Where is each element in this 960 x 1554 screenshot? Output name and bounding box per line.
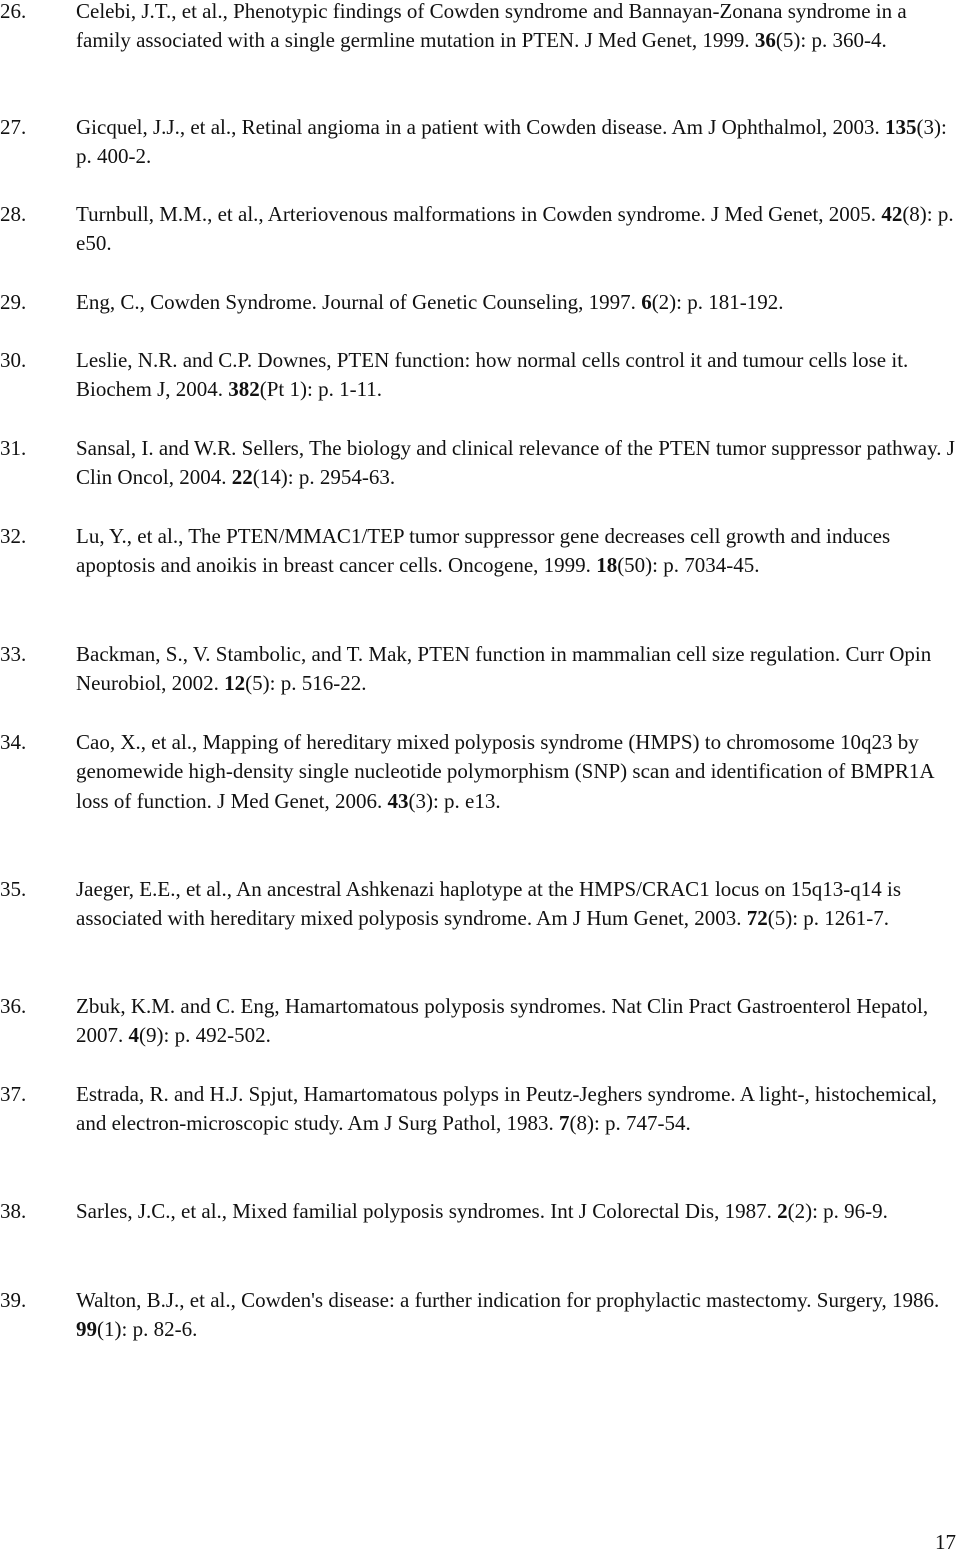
reference-pages: (3): p. e13.	[408, 788, 501, 813]
reference-volume: 72	[746, 906, 768, 931]
reference-citation: Sarles, J.C., et al., Mixed familial polyposis syndromes. Int J Colorectal Dis, 1987.	[76, 1199, 778, 1223]
reference-number: 36.	[0, 994, 27, 1018]
reference-volume: 18	[596, 553, 618, 578]
reference-text	[76, 1080, 956, 1139]
reference-volume: 7	[558, 1111, 570, 1136]
reference-pages: (1): p. 82-6.	[97, 1317, 198, 1342]
reference-number: 37.	[0, 1082, 27, 1106]
reference-text	[76, 113, 956, 172]
reference-citation: Sansal, I. and W.R. Sellers, The biology and clinical relevance of the PTEN tumor suppressor pathway. J Clin Oncol, 2004.	[76, 436, 955, 490]
reference-number: 35.	[0, 877, 27, 901]
reference-number: 32.	[0, 524, 27, 548]
reference-pages: (3): p. 400-2.	[76, 115, 947, 169]
reference-text	[76, 200, 956, 259]
reference-text	[76, 346, 956, 405]
reference-citation: Leslie, N.R. and C.P. Downes, PTEN function: how normal cells control it and tumour cells lose it. Biochem J, 2004.	[76, 348, 909, 402]
reference-citation: Backman, S., V. Stambolic, and T. Mak, PTEN function in mammalian cell size regulation. Curr Opin Neurobiol, 2002.	[76, 642, 932, 696]
reference-pages: (5): p. 1261-7.	[767, 906, 890, 931]
reference-number: 38.	[0, 1199, 27, 1223]
reference-text	[76, 0, 956, 56]
reference-number: 31.	[0, 436, 27, 460]
reference-pages: (14): p. 2954-63.	[252, 465, 396, 490]
reference-citation: Jaeger, E.E., et al., An ancestral Ashkenazi haplotype at the HMPS/CRAC1 locus on 15q13-q14 is associated with hereditary mixed polyposis syndrome. Am J Hum Genet, 2003.	[76, 877, 902, 931]
reference-volume: 4	[128, 1023, 139, 1048]
reference-number: 29.	[0, 290, 27, 314]
reference-text	[76, 640, 956, 699]
reference-text	[76, 1286, 956, 1345]
reference-citation: Gicquel, J.J., et al., Retinal angioma in a patient with Cowden disease. Am J Ophthalmol, 2003.	[76, 115, 885, 139]
reference-number: 28.	[0, 202, 27, 226]
reference-pages: (5): p. 360-4.	[775, 28, 887, 53]
reference-text	[76, 875, 956, 934]
reference-volume: 135	[884, 115, 917, 139]
reference-pages: (2): p. 96-9.	[787, 1199, 888, 1223]
reference-pages: (50): p. 7034-45.	[617, 553, 760, 578]
reference-pages: (Pt 1): p. 1-11.	[259, 377, 383, 402]
reference-volume: 12	[224, 671, 246, 696]
reference-citation: Walton, B.J., et al., Cowden's disease: a further indication for prophylactic mastectomy. Surgery, 1986.	[76, 1288, 940, 1312]
reference-number: 39.	[0, 1288, 27, 1312]
reference-citation: Eng, C., Cowden Syndrome. Journal of Genetic Counseling, 1997.	[76, 290, 642, 314]
reference-volume: 42	[881, 202, 903, 226]
reference-citation: Celebi, J.T., et al., Phenotypic findings of Cowden syndrome and Bannayan-Zonana syndrome in a family associated with a single germline mutation in PTEN. J Med Genet, 1999.	[76, 0, 907, 53]
reference-pages: (8): p. 747-54.	[569, 1111, 691, 1136]
reference-text	[76, 992, 956, 1051]
reference-pages: (9): p. 492-502.	[139, 1023, 271, 1048]
reference-volume: 382	[228, 377, 260, 402]
reference-number: 26.	[0, 0, 27, 23]
reference-citation: Turnbull, M.M., et al., Arteriovenous malformations in Cowden syndrome. J Med Genet, 2005.	[76, 202, 882, 226]
reference-number: 34.	[0, 730, 27, 754]
reference-number: 27.	[0, 115, 27, 139]
reference-text	[76, 522, 956, 581]
reference-volume: 6	[641, 290, 652, 314]
reference-pages: (8): p. e50.	[76, 202, 954, 256]
reference-citation: Zbuk, K.M. and C. Eng, Hamartomatous polyposis syndromes. Nat Clin Pract Gastroenterol Hepatol, 2007.	[76, 994, 929, 1048]
reference-number: 33.	[0, 642, 27, 666]
reference-text	[76, 1197, 956, 1226]
reference-text	[76, 288, 956, 317]
reference-volume: 99	[76, 1317, 97, 1342]
reference-number: 30.	[0, 348, 27, 372]
reference-pages: (2): p. 181-192.	[651, 290, 784, 314]
reference-pages: (5): p. 516-22.	[245, 671, 367, 696]
reference-volume: 36	[754, 28, 776, 53]
reference-volume: 43	[387, 788, 409, 813]
reference-citation: Cao, X., et al., Mapping of hereditary mixed polyposis syndrome (HMPS) to chromosome 10q23 by genomewide high-density single nucleotide polymorphism (SNP) scan and identification of BMPR1A loss of function. J Med Genet, 2006.	[76, 730, 934, 813]
reference-volume: 2	[777, 1199, 788, 1223]
reference-citation: Estrada, R. and H.J. Spjut, Hamartomatous polyps in Peutz-Jeghers syndrome. A light-, histochemical, and electron-microscopic study. Am J Surg Pathol, 1983.	[76, 1082, 937, 1136]
reference-text	[76, 434, 956, 493]
reference-citation: Lu, Y., et al., The PTEN/MMAC1/TEP tumor suppressor gene decreases cell growth and induces apoptosis and anoikis in breast cancer cells. Oncogene, 1999.	[76, 524, 891, 578]
page-number: 17	[935, 1530, 956, 1554]
reference-volume: 22	[231, 465, 253, 490]
reference-text	[76, 728, 956, 816]
